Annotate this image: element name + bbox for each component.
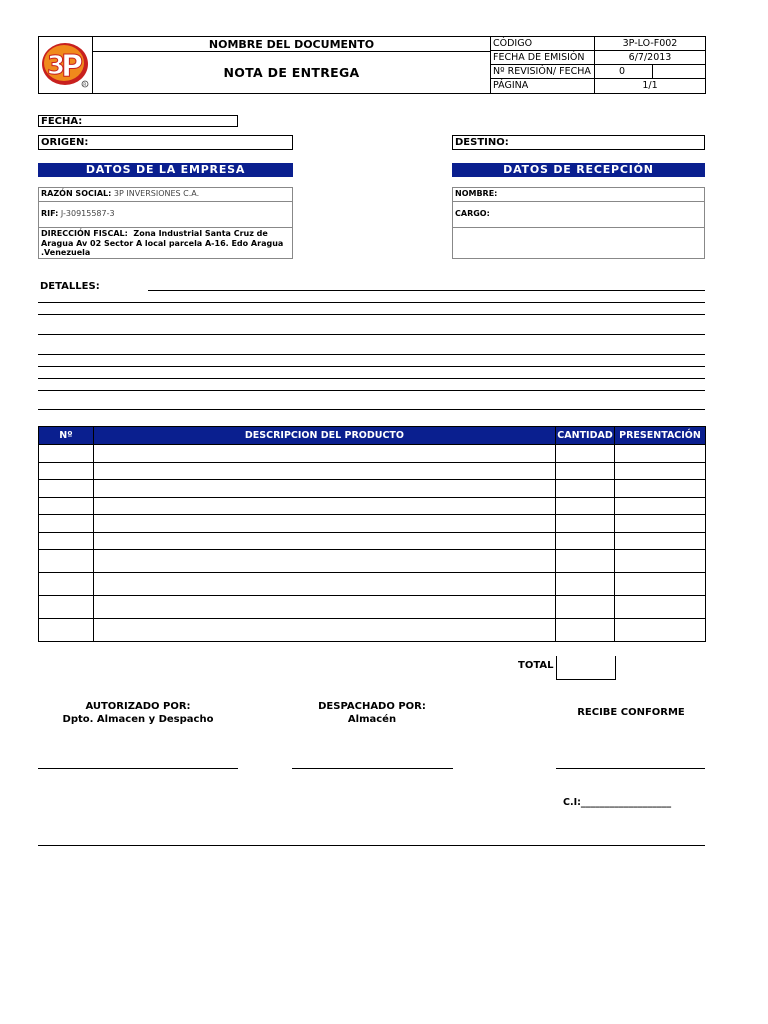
despachado-subtitle: Almacén [347, 714, 397, 725]
despachado-block [292, 700, 452, 726]
doc-name-label: NOMBRE DEL DOCUMENTO [93, 37, 491, 52]
detalles-label: DETALLES: [40, 281, 100, 292]
table-row [39, 462, 706, 480]
doc-meta-grid [491, 37, 705, 93]
table-row [39, 619, 706, 642]
meta-row-fecha-emision: FECHA DE EMISIÓN 6/7/2013 [491, 51, 705, 65]
fecha-field[interactable]: FECHA: [38, 115, 238, 127]
svg-text:R: R [83, 83, 87, 88]
ci-field[interactable]: C.I:___________________ [563, 797, 672, 808]
meta-row-pagina: PÁGINA 1/1 [493, 80, 658, 91]
doc-title: NOTA DE ENTREGA [93, 52, 491, 93]
detalles-line[interactable] [38, 314, 705, 315]
recepcion-section-title: DATOS DE RECEPCIÓN [452, 163, 705, 177]
detalles-line[interactable] [38, 409, 705, 410]
detalles-line[interactable] [38, 390, 705, 391]
destino-field[interactable]: DESTINO: [452, 135, 705, 150]
autorizado-title: AUTORIZADO POR: [85, 701, 191, 712]
recepcion-extra-row[interactable] [453, 228, 704, 258]
direccion-row: DIRECCIÓN FISCAL: Zona Industrial Santa Cruz de Aragua Av 02 Sector A local parcela A-16. Edo Aragua .Venezuela [41, 229, 284, 257]
table-row [39, 573, 706, 596]
col-header-numero: Nº [39, 427, 94, 445]
recepcion-info-box [452, 187, 705, 259]
detalles-line[interactable] [38, 366, 705, 367]
col-header-descripcion: DESCRIPCION DEL PRODUCTO [93, 427, 555, 445]
despachado-title: DESPACHADO POR: [318, 701, 426, 712]
autorizado-signature-line[interactable] [38, 768, 238, 769]
origen-field[interactable]: ORIGEN: [38, 135, 293, 150]
empresa-info-box [38, 187, 293, 259]
detalles-line[interactable] [38, 354, 705, 355]
table-row [39, 445, 706, 463]
products-table [38, 426, 706, 642]
col-header-cantidad: CANTIDAD [556, 427, 615, 445]
table-row [39, 532, 706, 550]
recibe-title: RECIBE CONFORME [577, 707, 685, 718]
col-header-presentacion: PRESENTACIÓN [615, 427, 706, 445]
table-header-row [39, 427, 706, 445]
nombre-row[interactable]: NOMBRE: [453, 188, 704, 202]
detalles-line[interactable] [38, 334, 705, 335]
table-row [39, 497, 706, 515]
svg-text:P: P [61, 49, 83, 84]
meta-row-codigo: CÓDIGO 3P-LO-F002 [491, 37, 705, 51]
autorizado-subtitle: Dpto. Almacen y Despacho [62, 714, 214, 725]
cargo-row[interactable]: CARGO: [453, 202, 704, 228]
svg-text:3: 3 [47, 51, 66, 81]
detalles-line[interactable] [38, 378, 705, 379]
autorizado-block [38, 700, 238, 726]
meta-row-revision: Nº REVISIÓN/ FECHA 0 [491, 65, 705, 79]
total-value-cell[interactable] [556, 656, 616, 680]
table-row [39, 480, 706, 498]
razon-social-row: RAZÓN SOCIAL: 3P INVERSIONES C.A. [39, 188, 292, 202]
empresa-section-title: DATOS DE LA EMPRESA [38, 163, 293, 177]
recibe-signature-line[interactable] [556, 768, 705, 769]
despachado-signature-line[interactable] [292, 768, 453, 769]
table-row [39, 596, 706, 619]
detalles-line[interactable] [38, 302, 705, 303]
footer-line [38, 845, 705, 846]
table-row [39, 515, 706, 533]
company-logo [39, 37, 93, 93]
rif-row: RIF: J-30915587-3 [39, 202, 292, 228]
detalles-line[interactable] [148, 290, 705, 291]
document-header [38, 36, 706, 94]
total-label: TOTAL [518, 660, 554, 671]
table-row [39, 550, 706, 573]
